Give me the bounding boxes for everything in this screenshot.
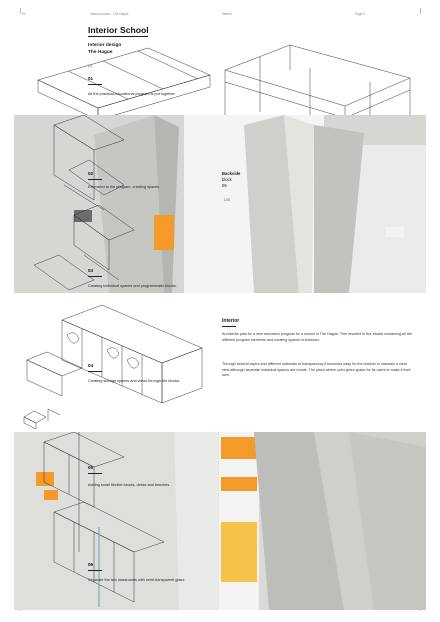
header-project: Interior school - The Hague (90, 12, 129, 16)
crop-mark (420, 8, 421, 14)
step-caption-02: Extension to the program, creating spaces. (88, 185, 161, 189)
small-mark: (1) (88, 64, 93, 68)
step-caption-01: All the practical-educational program is put together. (88, 92, 176, 96)
step-number-03: 03 (88, 268, 94, 273)
interior-photo-02 (14, 432, 426, 610)
header-page-label: Page 4 (355, 12, 366, 16)
step-rule (88, 371, 102, 372)
title-rule (88, 36, 148, 37)
bench-sketch (22, 405, 62, 430)
step-rule (88, 473, 102, 474)
step-caption-06: Separate the two classrooms with semi-transparent glass. (88, 578, 186, 582)
annotation-line1: Backside (222, 171, 241, 176)
annotation-line3: 05 (222, 183, 227, 188)
interior-photo-01 (14, 115, 426, 293)
subtitle-line1: Interior design (88, 43, 122, 48)
axonometric-blocks-04 (22, 300, 207, 410)
step-caption-04: Creating storage spaces and views through the blocks. (88, 379, 181, 383)
step-rule (88, 276, 102, 277)
subtitle-line2: The Hague (88, 50, 113, 55)
header-page-number: 04 (22, 12, 26, 16)
annotation-line2: block (222, 177, 232, 182)
interior-paragraph-2: Through several layers and different materials of transparency it becomes easy for the teacher to maintain a clear view although seperate individual spaces are create. The place where color gives space for its users to make it their own. (222, 362, 411, 378)
interior-heading: Interior (222, 318, 240, 324)
step-number-06: 06 (88, 562, 94, 567)
axonometric-blocks-01 (28, 40, 218, 120)
step-caption-05: Adding small flexible blocks, desks and benches. (88, 483, 171, 487)
interior-rule (222, 326, 236, 327)
step-rule (88, 84, 102, 85)
step-caption-03: Creating individual spaces and programmatic blocks. (88, 284, 177, 288)
step-number-04: 04 (88, 363, 94, 368)
step-rule (88, 179, 102, 180)
page-title: Interior School (88, 25, 149, 35)
header-section: Interior (222, 12, 232, 16)
step-number-01: 01 (88, 76, 94, 81)
step-number-05: 05 (88, 465, 94, 470)
crop-mark (20, 8, 21, 14)
step-rule (88, 570, 102, 571)
annotation-extra: 1/20 (224, 198, 231, 202)
interior-paragraph-1: An interior plan for a new education program for a school in The Hague. This resulted in five blocks containing all the different program elements and creating spaces in-between. (222, 332, 412, 342)
step-number-02: 02 (88, 171, 94, 176)
